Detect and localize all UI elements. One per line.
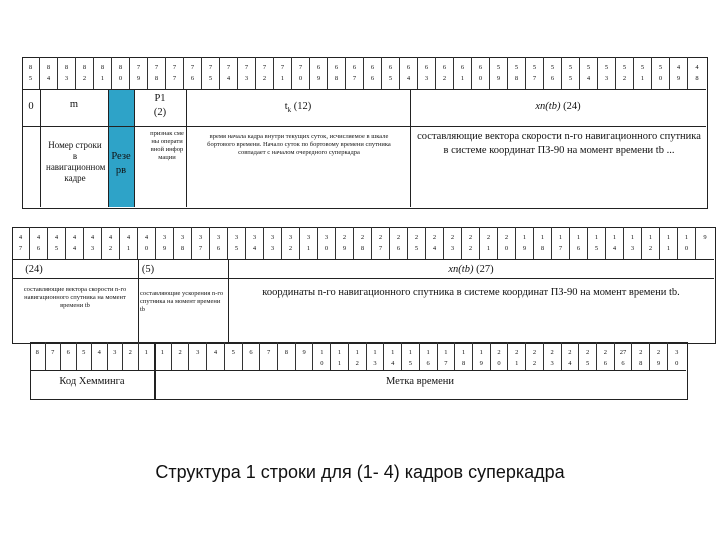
row3-right-bit-9: 1 0 — [313, 342, 331, 370]
row2-field-24: (24) — [25, 264, 43, 275]
row1-bit-26: 5 9 — [490, 57, 508, 89]
row2-bit-16: 3 1 — [300, 227, 318, 259]
row3-right-bit-27: 2 8 — [632, 342, 650, 370]
row1-bit-2: 8 3 — [58, 57, 76, 89]
row3-right-bit-5: 6 — [243, 342, 261, 370]
row1-bit-12: 7 3 — [238, 57, 256, 89]
xn-desc: составляющие вектора скорости n-го навигационного спутника в системе координат ПЗ-90 на момент времени tb ... — [417, 131, 701, 156]
row1-bit-1: 8 4 — [40, 57, 58, 89]
row2-bit-28: 1 9 — [516, 227, 534, 259]
row1-bit-ruler — [22, 57, 706, 89]
row1-bit-23: 6 2 — [436, 57, 454, 89]
row3-right-bit-16: 1 7 — [438, 342, 456, 370]
row3-right-bit-23: 2 4 — [562, 342, 580, 370]
row1-bit-27: 5 8 — [508, 57, 526, 89]
row1-bit-4: 8 1 — [94, 57, 112, 89]
row3-left-bit-4: 4 — [92, 342, 108, 370]
row2-bit-15: 3 2 — [282, 227, 300, 259]
row1-bit-5: 8 0 — [112, 57, 130, 89]
row1-name-divider — [22, 126, 706, 127]
row2-bit-31: 1 6 — [570, 227, 588, 259]
row1-bit-15: 7 0 — [292, 57, 310, 89]
row2-bit-12: 3 5 — [228, 227, 246, 259]
row1-bit-0: 8 5 — [22, 57, 40, 89]
row2-desc-right: координаты n-го навигационного спутника в системе координат ПЗ-90 на момент времени tb. — [262, 287, 680, 298]
row1-bit-3: 8 2 — [76, 57, 94, 89]
row2-bit-ruler — [12, 227, 714, 259]
row3-left-bit-3: 5 — [77, 342, 93, 370]
row1-bit-16: 6 9 — [310, 57, 328, 89]
row3-right-bit-2: 3 — [189, 342, 207, 370]
row3-right-bit-8: 9 — [296, 342, 314, 370]
row3-right-divider — [154, 370, 686, 371]
p1-bits: (2) — [153, 107, 167, 118]
hamming-code-label: Код Хемминга — [59, 376, 125, 387]
row3-right-bit-4: 5 — [225, 342, 243, 370]
row3-right-bit-14: 1 5 — [402, 342, 420, 370]
row3-right-bit-18: 1 9 — [473, 342, 491, 370]
row2-bit-5: 4 2 — [102, 227, 120, 259]
row1-bit-6: 7 9 — [130, 57, 148, 89]
row2-bit-30: 1 7 — [552, 227, 570, 259]
field-tk — [186, 100, 410, 117]
field-zero: 0 — [28, 101, 34, 112]
row2-bit-17: 3 0 — [318, 227, 336, 259]
row2-bit-21: 2 6 — [390, 227, 408, 259]
row1-bit-20: 6 5 — [382, 57, 400, 89]
row2-bit-0: 4 7 — [12, 227, 30, 259]
p1-desc: признак смены оперативной информации — [150, 130, 184, 161]
row1-bit-10: 7 5 — [202, 57, 220, 89]
row2-bit-3: 4 4 — [66, 227, 84, 259]
row3-left-bit-7: 1 — [144, 349, 148, 356]
row2-bit-14: 3 3 — [264, 227, 282, 259]
row2-ruler-divider — [12, 259, 714, 260]
tk-subscript: k — [287, 106, 292, 115]
row2-bit-13: 3 4 — [246, 227, 264, 259]
row2-bit-19: 2 8 — [354, 227, 372, 259]
row3-right-bit-15: 1 6 — [420, 342, 438, 370]
tk-symbol: t — [284, 101, 288, 112]
row3-right-bit-6: 7 — [260, 342, 278, 370]
row3-right-bit-19: 2 0 — [491, 342, 509, 370]
timestamp-label: Метка времени — [385, 376, 455, 387]
row3-right-bit-1: 2 — [172, 342, 190, 370]
row2-bit-11: 3 6 — [210, 227, 228, 259]
row2-bit-26: 2 1 — [480, 227, 498, 259]
row1-bit-35: 5 0 — [652, 57, 670, 89]
row3-right-bit-7: 8 — [278, 342, 296, 370]
row3-right-bit-29: 3 0 — [675, 349, 679, 367]
row2-desc-mid: составляющие ускорения n-го спутника на момент времени tb — [140, 290, 224, 313]
row3-left-bit-2: 6 — [61, 342, 77, 370]
row2-bit-8: 3 9 — [156, 227, 174, 259]
row1-bit-36: 4 9 — [670, 57, 688, 89]
row1-bit-29: 5 6 — [544, 57, 562, 89]
row2-bit-37: 1 0 — [678, 227, 696, 259]
row2-bit-24: 2 3 — [444, 227, 462, 259]
tk-bits: (12) — [293, 101, 312, 112]
row2-bit-22: 2 5 — [408, 227, 426, 259]
row2-bit-38: 9 — [703, 234, 707, 241]
row2-bit-32: 1 5 — [588, 227, 606, 259]
row3-right-bit-13: 1 4 — [384, 342, 402, 370]
row2-bit-25: 2 2 — [462, 227, 480, 259]
row2-bit-35: 1 2 — [642, 227, 660, 259]
tk-desc: время начала кадра внутри текущих суток, исчисляемое в шкале бортового времени. Начало суток по бортовому времени спутника совпадает с началом очередного суперкадра — [207, 133, 391, 156]
row2-bit-4: 4 3 — [84, 227, 102, 259]
row-number-desc: Номер строки в навигационном кадре — [46, 140, 106, 183]
row3-right-bit-22: 2 3 — [544, 342, 562, 370]
row3-right-bit-10: 1 1 — [331, 342, 349, 370]
row2-desc-left: составляющие вектора скорости n-го навигационного спутника на момент времени tb — [23, 286, 127, 309]
row2-bit-23: 2 4 — [426, 227, 444, 259]
row3-left-bit-6: 2 — [123, 342, 139, 370]
row3-right-bit-21: 2 2 — [526, 342, 544, 370]
diagram-caption: Структура 1 строки для (1- 4) кадров суперкадра — [155, 462, 565, 482]
row2-bit-36: 1 1 — [660, 227, 678, 259]
row1-bit-17: 6 8 — [328, 57, 346, 89]
row2-bit-18: 2 9 — [336, 227, 354, 259]
row2-field-xn — [228, 263, 714, 277]
row2-bit-29: 1 8 — [534, 227, 552, 259]
field-p1 — [134, 92, 186, 120]
row1-bit-31: 5 4 — [580, 57, 598, 89]
row3-right-bit-12: 1 3 — [367, 342, 385, 370]
row2-name-divider — [12, 278, 714, 279]
row3-right-bit-0: 1 — [154, 342, 172, 370]
reserve-column-fill — [108, 90, 134, 207]
row1-bit-37: 4 8 — [695, 64, 699, 82]
xn-bits: (24) — [563, 101, 581, 112]
row3-right-bit-3: 4 — [207, 342, 225, 370]
row3-right-bit-26: 27 6 — [615, 342, 633, 370]
row1-bit-19: 6 6 — [364, 57, 382, 89]
row2-bit-10: 3 7 — [192, 227, 210, 259]
row3-left-bit-1: 7 — [46, 342, 62, 370]
row2-bit-1: 4 6 — [30, 227, 48, 259]
row2-bit-7: 4 0 — [138, 227, 156, 259]
row2-field-5: (5) — [141, 264, 155, 275]
row3-right-bit-ruler — [154, 342, 686, 370]
row1-bit-13: 7 2 — [256, 57, 274, 89]
row3-right-bit-17: 1 8 — [455, 342, 473, 370]
row2-bit-2: 4 5 — [48, 227, 66, 259]
p1-label: P1 — [154, 93, 166, 104]
row3-left-bit-ruler — [30, 342, 154, 370]
row1-bit-30: 5 5 — [562, 57, 580, 89]
xn2-bits: (27) — [476, 264, 494, 275]
row1-bit-11: 7 4 — [220, 57, 238, 89]
field-m: m — [69, 99, 79, 110]
row1-bit-21: 6 4 — [400, 57, 418, 89]
row1-bit-7: 7 8 — [148, 57, 166, 89]
xn2-symbol: xn(tb) — [448, 264, 474, 275]
row3-left-divider — [30, 370, 154, 371]
row2-bit-6: 4 1 — [120, 227, 138, 259]
row1-bit-9: 7 6 — [184, 57, 202, 89]
row1-bit-24: 6 1 — [454, 57, 472, 89]
row1-bit-32: 5 3 — [598, 57, 616, 89]
xn-symbol: xn(tb) — [535, 101, 561, 112]
row1-bit-8: 7 7 — [166, 57, 184, 89]
row2-bit-33: 1 4 — [606, 227, 624, 259]
row3-left-bit-0: 8 — [30, 342, 46, 370]
row2-bit-34: 1 3 — [624, 227, 642, 259]
row3-right-bit-25: 2 6 — [597, 342, 615, 370]
row1-bit-18: 6 7 — [346, 57, 364, 89]
row1-bit-34: 5 1 — [634, 57, 652, 89]
row1-bit-33: 5 2 — [616, 57, 634, 89]
row1-bit-28: 5 7 — [526, 57, 544, 89]
row1-divider-2 — [108, 89, 109, 207]
row1-bit-25: 6 0 — [472, 57, 490, 89]
row1-bit-14: 7 1 — [274, 57, 292, 89]
row1-bit-22: 6 3 — [418, 57, 436, 89]
row2-bit-27: 2 0 — [498, 227, 516, 259]
row3-right-bit-20: 2 1 — [508, 342, 526, 370]
row3-right-bit-11: 1 2 — [349, 342, 367, 370]
row3-right-bit-28: 2 9 — [650, 342, 668, 370]
row3-left-bit-5: 3 — [108, 342, 124, 370]
reserve-desc: Резерв — [111, 151, 131, 176]
row3-right-bit-24: 2 5 — [579, 342, 597, 370]
field-xn — [410, 100, 706, 114]
row2-bit-9: 3 8 — [174, 227, 192, 259]
row2-bit-20: 2 7 — [372, 227, 390, 259]
